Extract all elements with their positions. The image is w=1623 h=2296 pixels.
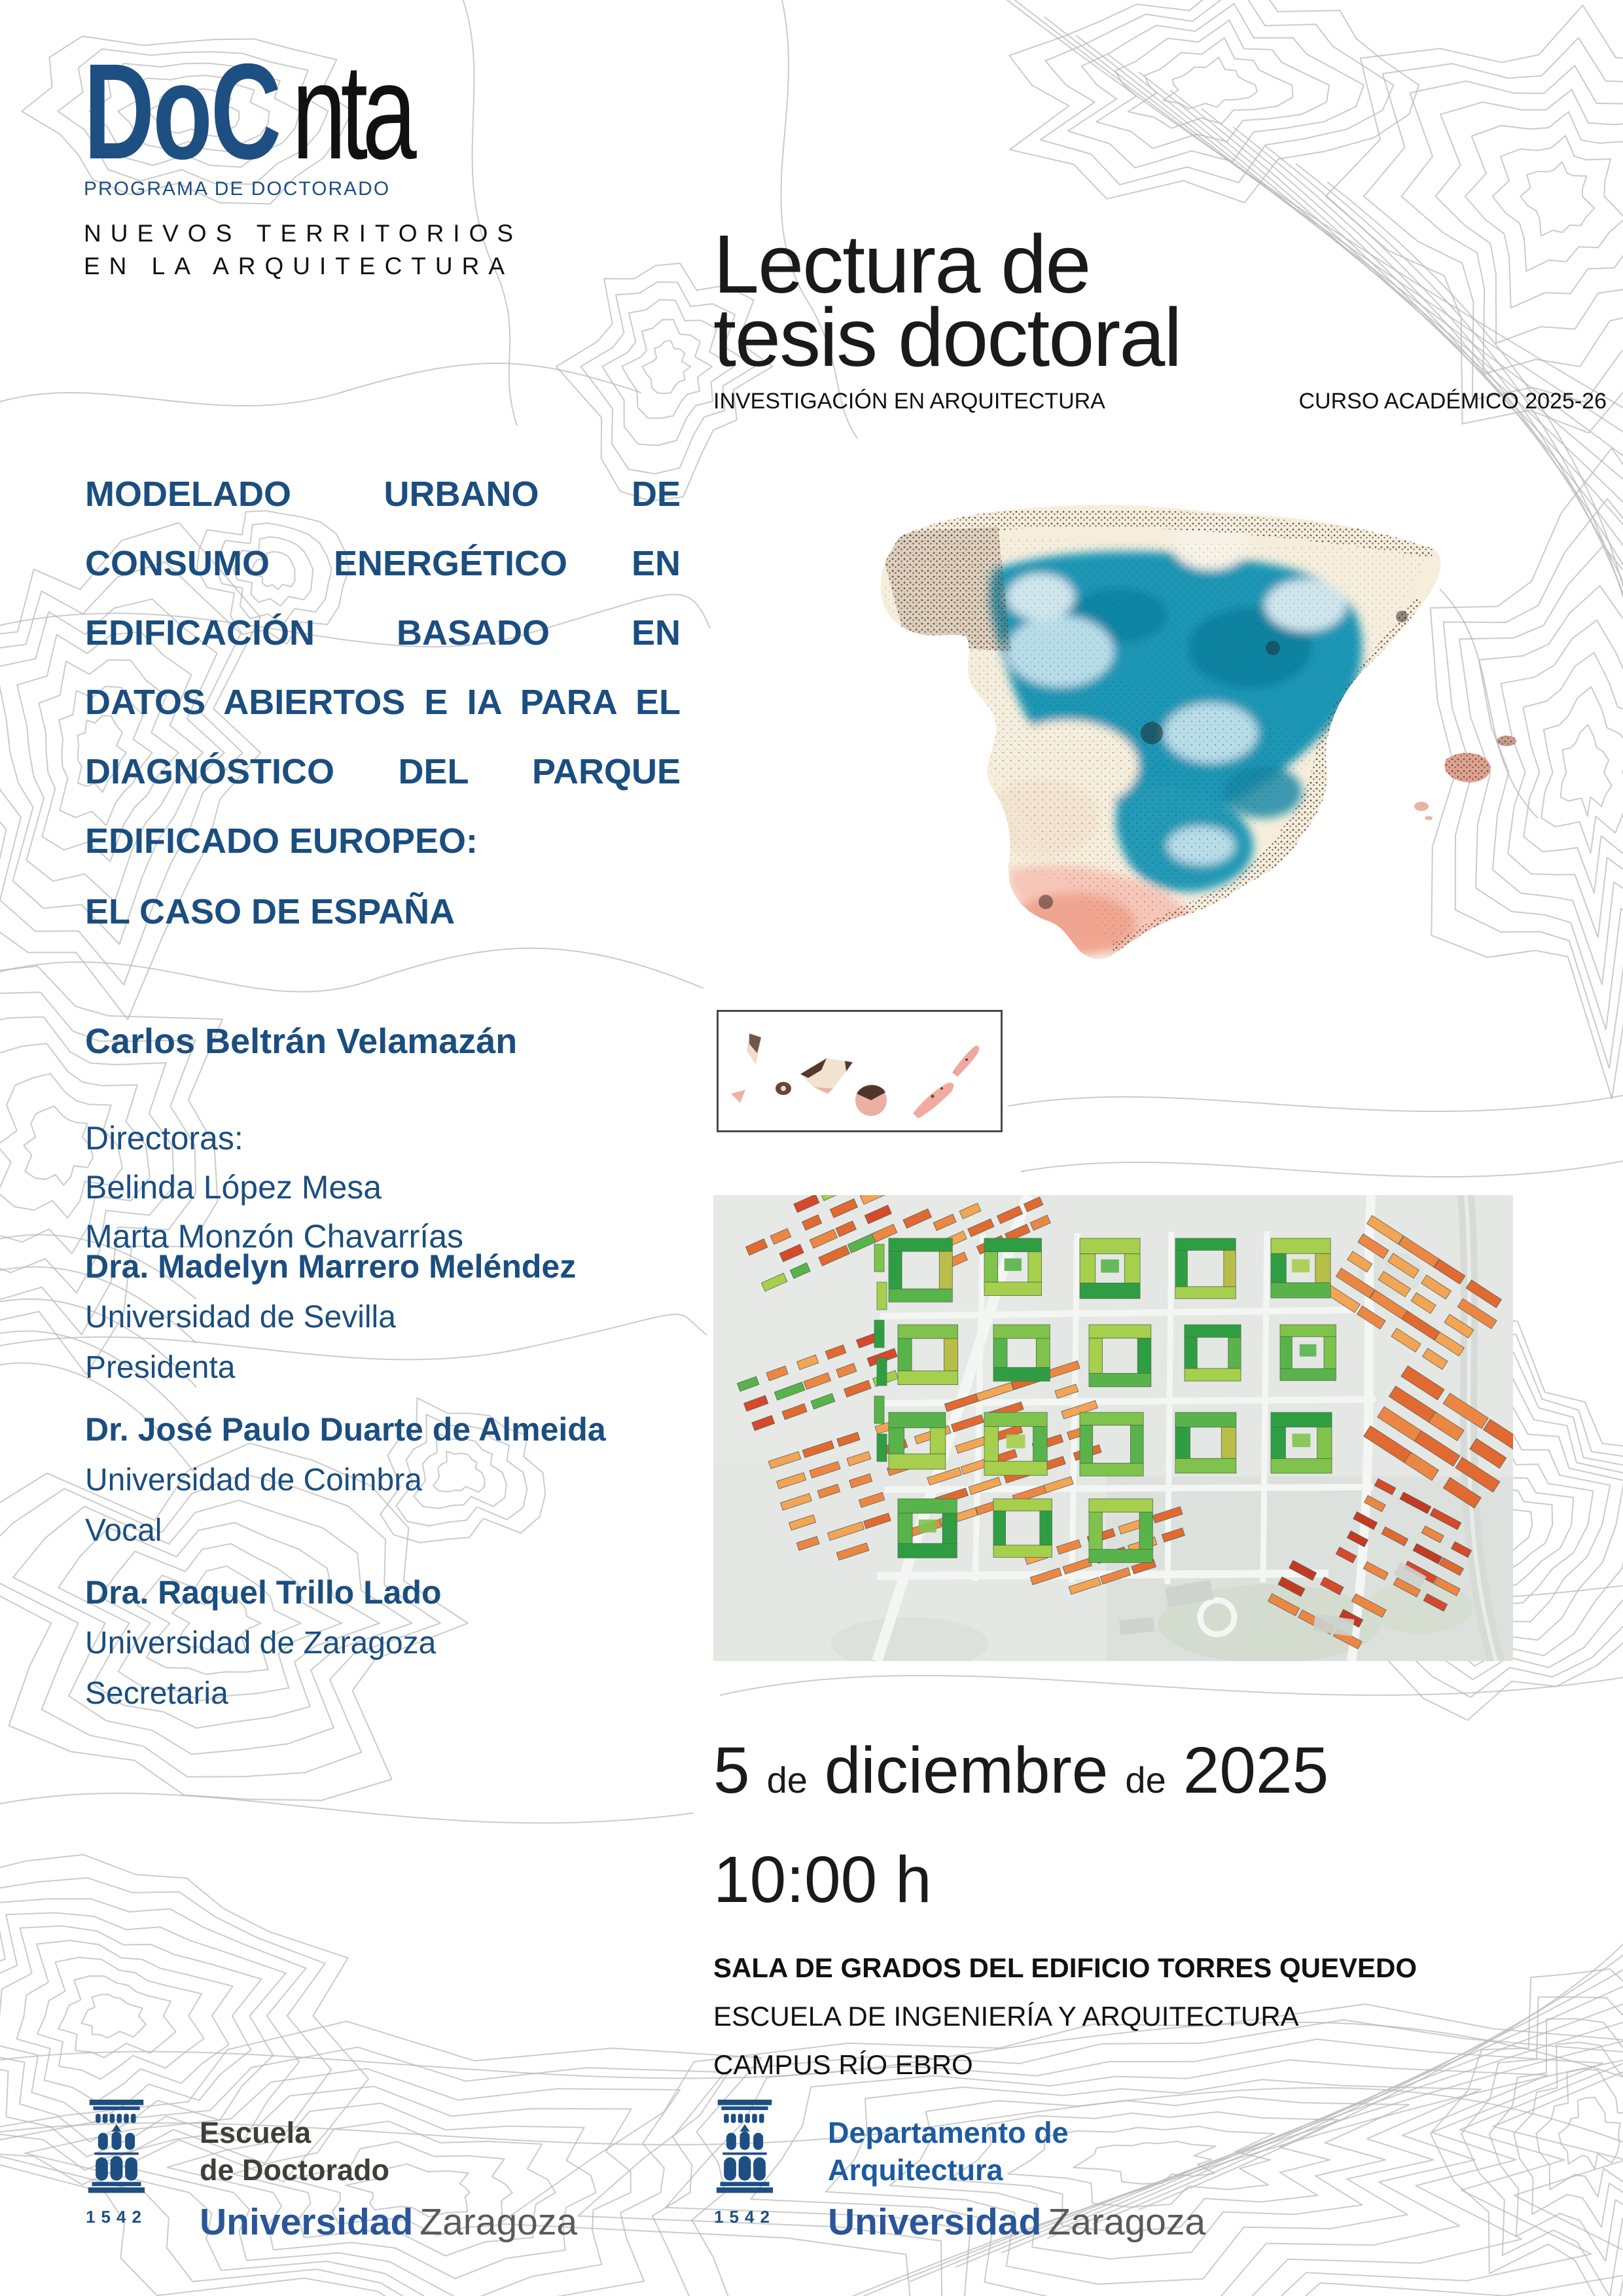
thesis-title <box>85 459 681 876</box>
thesis-title-line: EDIFICACIÓN BASADO EN <box>85 613 681 653</box>
date-month: diciembre <box>824 1734 1109 1807</box>
footer-right-text <box>828 2114 1205 2244</box>
title-line2: tesis doctoral <box>713 291 1181 384</box>
thesis-title-line: DIAGNÓSTICO DEL PARQUE <box>85 752 681 791</box>
committee-member-affiliation: Universidad de Coimbra <box>85 1463 422 1498</box>
committee-member-name: Dr. José Paulo Duarte de Almeida <box>85 1411 606 1448</box>
doctorado-logo <box>84 36 539 283</box>
committee-member-role: Vocal <box>85 1513 162 1548</box>
venue-line3: CAMPUS RÍO EBRO <box>713 2049 973 2080</box>
committee-member-affiliation: Universidad de Sevilla <box>85 1300 396 1335</box>
committee-member <box>85 1404 606 1556</box>
event-venue <box>713 1944 1417 2089</box>
wordmark-zaragoza: Zaragoza <box>419 2201 578 2243</box>
event-title-block <box>713 218 1607 414</box>
venue-line2: ESCUELA DE INGENIERÍA Y ARQUITECTURA <box>713 2001 1299 2032</box>
logo-tagline-line2: EN LA ARQUITECTURA <box>84 253 514 279</box>
emblem-year: 1542 <box>714 2207 776 2227</box>
university-emblem-icon <box>84 2100 149 2198</box>
footer-left-org-line1: Escuela <box>200 2116 312 2149</box>
committee-block <box>85 1241 606 1730</box>
subtitle-left: INVESTIGACIÓN EN ARQUITECTURA <box>713 389 1105 414</box>
thesis-title-line: EDIFICADO EUROPEO: <box>85 821 478 861</box>
thesis-case-line: EL CASO DE ESPAÑA <box>85 892 455 931</box>
event-details-block <box>713 1733 1417 2089</box>
logo-nta-text: nta <box>291 36 412 188</box>
thesis-title-line: MODELADO URBANO DE <box>85 475 681 514</box>
committee-member-role: Presidenta <box>85 1350 236 1385</box>
committee-member-name: Dra. Madelyn Marrero Meléndez <box>85 1248 577 1285</box>
footer-left-org-line2: de Doctorado <box>200 2153 390 2187</box>
footer-right-logo <box>712 2100 1205 2244</box>
footer-left-logo <box>84 2100 577 2244</box>
uz-emblem-left <box>84 2100 166 2244</box>
thesis-title-line: CONSUMO ENERGÉTICO EN <box>85 544 681 583</box>
spain-energy-map <box>844 452 1577 1041</box>
logo-doc-text: DoC <box>84 36 280 188</box>
date-de1: de <box>766 1759 808 1801</box>
page-title <box>713 218 1607 384</box>
footer-left-text <box>200 2114 577 2244</box>
logo-program-label: PROGRAMA DE DOCTORADO <box>84 178 391 200</box>
wordmark-universidad: Universidad <box>828 2201 1042 2243</box>
wordmark-zaragoza: Zaragoza <box>1048 2201 1206 2243</box>
committee-member <box>85 1567 606 1719</box>
universidad-zaragoza-wordmark <box>828 2200 1205 2244</box>
date-day: 5 <box>713 1734 750 1807</box>
directors-label: Directoras: <box>85 1120 243 1157</box>
balearic-islands <box>1414 736 1516 820</box>
urban-buildings-map <box>713 1195 1513 1661</box>
footer-right-org-line1: Departamento de <box>828 2116 1069 2149</box>
thesis-title-line: DATOS ABIERTOS E IA PARA EL <box>85 683 681 722</box>
committee-member <box>85 1241 606 1393</box>
canary-islands-inset <box>717 1010 1003 1132</box>
committee-member-name: Dra. Raquel Trillo Lado <box>85 1574 442 1611</box>
universidad-zaragoza-wordmark <box>200 2200 577 2244</box>
date-year: 2025 <box>1183 1734 1329 1807</box>
docnta-logo-wordmark <box>84 36 412 188</box>
event-date <box>713 1733 1417 1808</box>
date-de2: de <box>1125 1759 1166 1801</box>
committee-member-affiliation: Universidad de Zaragoza <box>85 1626 437 1660</box>
title-subtitle-row <box>713 389 1607 414</box>
uz-emblem-right <box>712 2100 794 2244</box>
director-name: Belinda López Mesa <box>85 1169 382 1206</box>
logo-tagline <box>84 217 539 283</box>
emblem-year: 1542 <box>86 2207 147 2227</box>
university-emblem-icon <box>712 2100 777 2198</box>
director-name: Marta Monzón Chavarrías <box>85 1218 464 1255</box>
committee-member-role: Secretaria <box>85 1676 228 1711</box>
venue-line1: SALA DE GRADOS DEL EDIFICIO TORRES QUEVEDO <box>713 1952 1418 1983</box>
subtitle-right: CURSO ACADÉMICO 2025-26 <box>1298 389 1607 414</box>
wordmark-universidad: Universidad <box>200 2201 414 2243</box>
footer-right-org-line2: Arquitectura <box>828 2153 1003 2187</box>
peninsula-choropleth <box>877 505 1441 959</box>
logo-tagline-line1: NUEVOS TERRITORIOS <box>84 220 523 247</box>
directors-block <box>85 1114 463 1261</box>
title-line1: Lectura de <box>713 218 1090 310</box>
event-time: 10:00 h <box>713 1843 932 1916</box>
thesis-author: Carlos Beltrán Velamazán <box>85 1022 518 1061</box>
